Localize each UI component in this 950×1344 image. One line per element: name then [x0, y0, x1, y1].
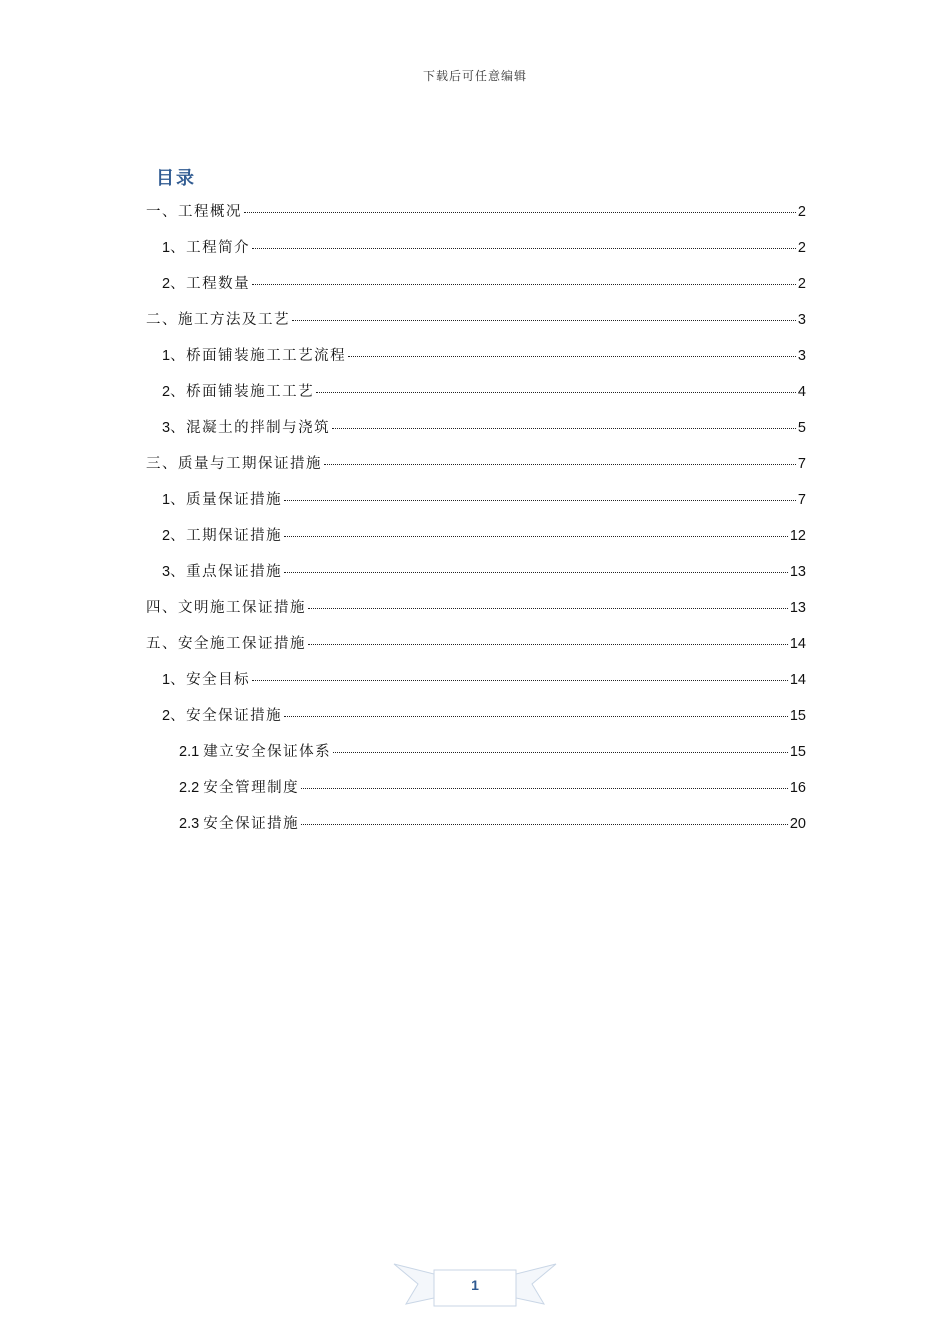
- toc-entry-label: [162, 416, 330, 437]
- toc-entry-number: 2: [162, 384, 171, 400]
- toc-entry-number: 3: [162, 564, 171, 580]
- toc-entry-text: 、桥面铺装施工工艺流程: [170, 348, 347, 364]
- toc-entry-page: 13: [789, 600, 806, 616]
- toc-entry-page: 5: [797, 420, 806, 436]
- toc-entry-text: 、桥面铺装施工工艺: [170, 384, 315, 400]
- toc-entry-label: [146, 200, 242, 221]
- toc-entry-label: [146, 308, 290, 329]
- toc-entry-text: 、工程简介: [170, 240, 251, 256]
- toc-entry[interactable]: [146, 452, 806, 488]
- toc-entry-label: [162, 560, 282, 581]
- toc-dot-leader: [292, 320, 796, 321]
- toc-entry-label: [162, 272, 250, 293]
- toc-entry-page: 2: [797, 204, 806, 220]
- toc-entry-text: 三、质量与工期保证措施: [146, 456, 322, 472]
- toc-entry-text: 、混凝土的拌制与浇筑: [170, 420, 331, 436]
- toc-entry[interactable]: [146, 200, 806, 236]
- toc-entry[interactable]: [146, 416, 806, 452]
- toc-entry-page: 7: [797, 456, 806, 472]
- toc-entry-label: [179, 812, 299, 833]
- toc-entry-number: 1: [162, 492, 171, 508]
- toc-dot-leader: [332, 428, 796, 429]
- toc-entry-text: 安全保证措施: [203, 816, 300, 832]
- toc-title: 目录: [156, 168, 196, 189]
- toc-entry-label: [162, 488, 282, 509]
- toc-dot-leader: [348, 356, 796, 357]
- page-footer: [392, 1262, 558, 1308]
- toc-dot-leader: [308, 644, 788, 645]
- toc-entry-text: 五、安全施工保证措施: [146, 636, 306, 652]
- toc-dot-leader: [252, 680, 788, 681]
- toc-entry-page: 16: [789, 780, 806, 796]
- toc-entry[interactable]: [146, 272, 806, 308]
- toc-entry[interactable]: [146, 668, 806, 704]
- toc-dot-leader: [316, 392, 796, 393]
- toc-entry-label: [162, 524, 282, 545]
- toc-entry-page: 3: [797, 312, 806, 328]
- toc-entry-page: 3: [797, 348, 806, 364]
- toc-dot-leader: [284, 572, 788, 573]
- toc-entry-page: 2: [797, 276, 806, 292]
- toc-entry[interactable]: [146, 344, 806, 380]
- toc-entry-text: 四、文明施工保证措施: [146, 600, 306, 616]
- toc-entry-label: [162, 380, 314, 401]
- toc-dot-leader: [252, 284, 796, 285]
- toc-entry[interactable]: [146, 380, 806, 416]
- toc-entry-text: 、安全保证措施: [170, 708, 283, 724]
- toc-entry-page: 14: [789, 672, 806, 688]
- toc-entry-page: 4: [797, 384, 806, 400]
- toc-entry-label: [179, 740, 331, 761]
- toc-dot-leader: [308, 608, 788, 609]
- toc-entry-label: [179, 776, 299, 797]
- toc-entry-text: 、质量保证措施: [170, 492, 283, 508]
- toc-entry-label: [162, 668, 250, 689]
- toc-entry-text: 安全管理制度: [203, 780, 300, 796]
- toc-entry-page: 12: [789, 528, 806, 544]
- toc-entry-text: 、工期保证措施: [170, 528, 283, 544]
- toc-entry[interactable]: [146, 776, 806, 812]
- toc-entry-page: 15: [789, 708, 806, 724]
- table-of-contents: [146, 200, 806, 848]
- toc-entry-number: 3: [162, 420, 171, 436]
- toc-entry-label: [146, 632, 306, 653]
- toc-dot-leader: [284, 716, 788, 717]
- toc-entry[interactable]: [146, 596, 806, 632]
- toc-entry-number: 1: [162, 240, 171, 256]
- toc-entry-number: 1: [162, 348, 171, 364]
- toc-dot-leader: [244, 212, 796, 213]
- toc-dot-leader: [301, 824, 788, 825]
- toc-entry-number: 2.1: [179, 744, 204, 760]
- toc-entry[interactable]: [146, 632, 806, 668]
- toc-dot-leader: [284, 536, 788, 537]
- toc-entry[interactable]: [146, 812, 806, 848]
- toc-entry[interactable]: [146, 524, 806, 560]
- toc-entry[interactable]: [146, 488, 806, 524]
- toc-entry-page: 13: [789, 564, 806, 580]
- toc-dot-leader: [301, 788, 788, 789]
- toc-entry-page: 2: [797, 240, 806, 256]
- toc-entry-label: [146, 596, 306, 617]
- toc-entry-label: [162, 236, 250, 257]
- toc-entry-number: 1: [162, 672, 171, 688]
- toc-entry-page: 20: [789, 816, 806, 832]
- toc-entry-text: 二、施工方法及工艺: [146, 312, 290, 328]
- toc-entry-label: [146, 452, 322, 473]
- toc-dot-leader: [284, 500, 796, 501]
- toc-entry-number: 2.3: [179, 816, 204, 832]
- toc-entry[interactable]: [146, 704, 806, 740]
- toc-entry-page: 7: [797, 492, 806, 508]
- toc-entry-text: 、重点保证措施: [170, 564, 283, 580]
- page-number: 1: [471, 1277, 479, 1293]
- toc-entry[interactable]: [146, 236, 806, 272]
- toc-entry-page: 14: [789, 636, 806, 652]
- toc-entry-label: [162, 704, 282, 725]
- toc-entry-page: 15: [789, 744, 806, 760]
- toc-entry-number: 2: [162, 528, 171, 544]
- toc-entry-text: 一、工程概况: [146, 204, 242, 220]
- toc-entry-number: 2: [162, 276, 171, 292]
- toc-entry-text: 、安全目标: [170, 672, 251, 688]
- toc-dot-leader: [333, 752, 788, 753]
- toc-entry-text: 建立安全保证体系: [203, 744, 332, 760]
- header-note: 下载后可任意编辑: [422, 69, 527, 83]
- toc-entry[interactable]: [146, 560, 806, 596]
- toc-dot-leader: [252, 248, 796, 249]
- toc-entry[interactable]: [146, 308, 806, 344]
- toc-dot-leader: [324, 464, 796, 465]
- toc-entry-number: 2.2: [179, 780, 204, 796]
- toc-entry-number: 2: [162, 708, 171, 724]
- toc-entry-label: [162, 344, 346, 365]
- toc-entry[interactable]: [146, 740, 806, 776]
- toc-entry-text: 、工程数量: [170, 276, 251, 292]
